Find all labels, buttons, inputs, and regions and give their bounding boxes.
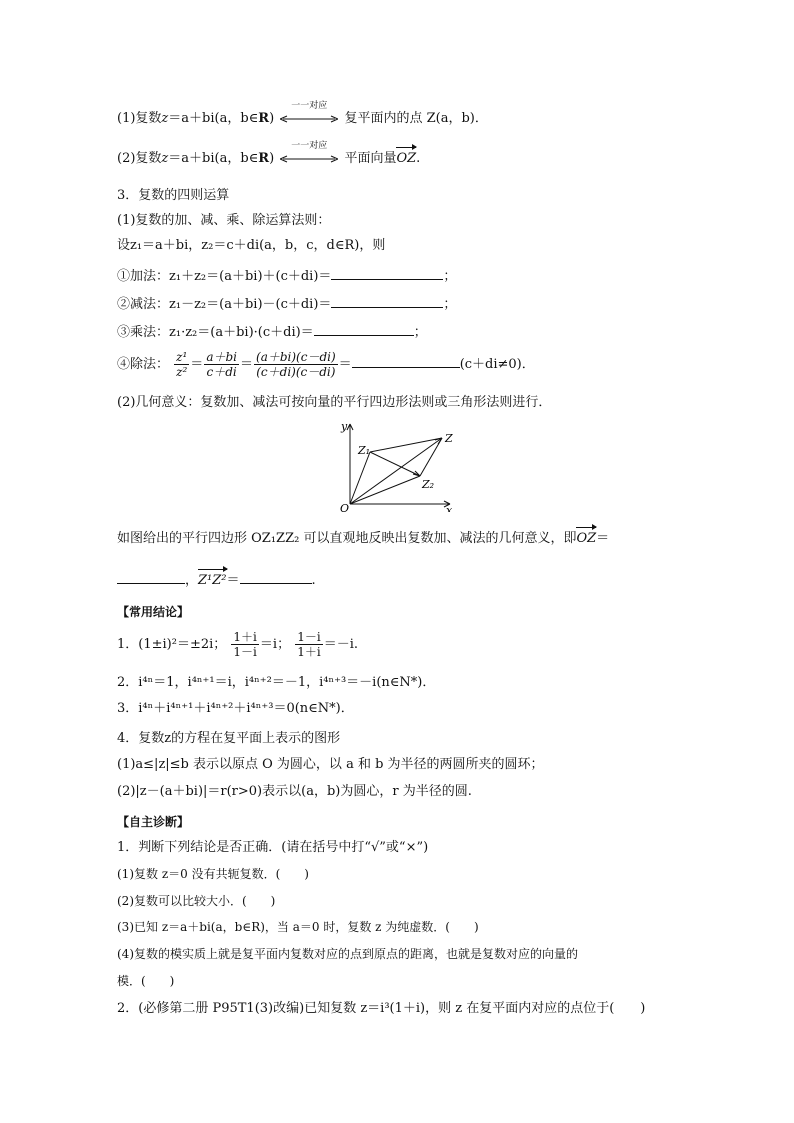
fraction: $\frac{a+bi}{c+di}$ [206, 350, 237, 379]
question-1-3: (3)已知 z＝a＋bi(a，b∈R)，当 a＝0 时，复数 z 为纯虚数．( ) [117, 920, 479, 934]
section-3-title: 3．复数的四则运算 [117, 188, 230, 203]
answer-blank[interactable] [352, 354, 460, 368]
vector-oz: OZ [576, 531, 597, 546]
point-z-label: Z [445, 432, 453, 445]
vector-z1z2: Z¹Z² [198, 573, 227, 588]
section-4-line-1: (1)a≤|z|≤b 表示以原点 O 为圆心，以 a 和 b 为半径的两圆所夹的圆环； [117, 757, 544, 772]
conclusion-3: 3．i⁴ⁿ＋i⁴ⁿ⁺¹＋i⁴ⁿ⁺²＋i⁴ⁿ⁺³＝0(n∈N*)． [117, 701, 354, 716]
figure-paragraph: 如图给出的平行四边形 OZ₁ZZ₂ 可以直观地反映出复数加、减法的几何意义，即OZ＝ [117, 531, 610, 546]
fraction: $\frac{1+i}{1-i}$ [233, 630, 257, 659]
section-4-title: 4．复数z的方程在复平面上表示的图形 [117, 731, 341, 746]
bidirectional-arrow-icon: 一一对应 [280, 110, 338, 128]
section-4-line-2: (2)|z－(a＋bi)|＝r(r>0)表示以(a，b)为圆心，r 为半径的圆. [117, 784, 472, 799]
answer-blank[interactable] [331, 266, 443, 280]
fraction: $\frac{(a+bi)(c-di)}{(c+di)(c-di)}$ [256, 350, 336, 379]
rules-title: (1)复数的加、减、乘、除运算法则： [117, 213, 331, 228]
fraction: $\frac{\text{z¹}}{\text{z²}}$ [176, 350, 188, 379]
question-1-4-cont: 模．( ) [117, 974, 175, 988]
parallelogram-diagram [338, 420, 458, 516]
self-diagnosis-heading: 【自主诊断】 [117, 815, 190, 829]
sub-rule: ②减法：z₁－z₂＝(a＋bi)－(c＋di)＝ ； [117, 294, 456, 314]
common-conclusions-heading: 【常用结论】 [117, 605, 190, 619]
answer-blank[interactable] [117, 570, 185, 584]
setup-line: 设z₁＝a＋bi，z₂＝c＋di(a，b，c，d∈R)，则 [117, 238, 386, 253]
origin-label: O [340, 502, 350, 512]
div-rule: ④除法： $\frac{\text{z¹}}{\text{z²}}$ ＝ $\frac{a+bi}{c+di}$ ＝ $\frac{(a+bi)(c-di)}{(c+di)(c-di)}$ ＝ (c＋di≠0)． [117, 350, 535, 379]
answer-blank[interactable] [314, 322, 414, 336]
fraction: $\frac{1-i}{1+i}$ [297, 630, 321, 659]
geometric-meaning: (2)几何意义：复数加、减法可按向量的平行四边形法则或三角形法则进行． [117, 395, 552, 410]
conclusion-2: 2．i⁴ⁿ＝1，i⁴ⁿ⁺¹＝i，i⁴ⁿ⁺²＝－1，i⁴ⁿ⁺³＝－i(n∈N*)． [117, 675, 436, 690]
add-rule: ①加法：z₁＋z₂＝(a＋bi)＋(c＋di)＝ ； [117, 266, 456, 286]
mul-rule: ③乘法：z₁·z₂＝(a＋bi)·(c＋di)＝ ； [117, 322, 427, 342]
bidirectional-arrow-icon: 一一对应 [280, 150, 338, 168]
question-1-4: (4)复数的模实质上就是复平面内复数对应的点到原点的距离，也就是复数对应的向量的 [117, 947, 579, 961]
question-1: 1．判断下列结论是否正确．(请在括号中打“√”或“×”) [117, 840, 429, 855]
question-2: 2．(必修第二册 P95T1(3)改编)已知复数 z＝i³(1＋i)，则 z 在复平面内对应的点位于( ) [117, 1001, 646, 1016]
conclusion-1: 1．(1±i)²＝±2i； $\frac{1+i}{1-i}$ ＝i； $\frac{1-i}{1+i}$ ＝－i. [117, 630, 358, 659]
point-z2-label: Z₂ [422, 478, 435, 491]
point-z1-label: Z₁ [358, 444, 371, 457]
question-1-2: (2)复数可以比较大小．( ) [117, 894, 276, 908]
answer-blank[interactable] [240, 570, 312, 584]
question-1-1: (1)复数 z＝0 没有共轭复数．( ) [117, 867, 309, 881]
x-axis-label: x [446, 504, 453, 512]
y-axis-label: y [341, 420, 348, 433]
mapping-line-1: (1)复数z＝a＋bi(a，b∈R) 一一对应 复平面内的点 Z(a，b)． [117, 101, 488, 126]
vector-oz: OZ [396, 151, 417, 166]
answer-blank[interactable] [331, 294, 443, 308]
mapping-line-2: (2)复数z＝a＋bi(a，b∈R) 一一对应 平面向量OZ. [117, 141, 421, 166]
figure-paragraph-2: ，Z¹Z²＝ . [117, 570, 316, 590]
